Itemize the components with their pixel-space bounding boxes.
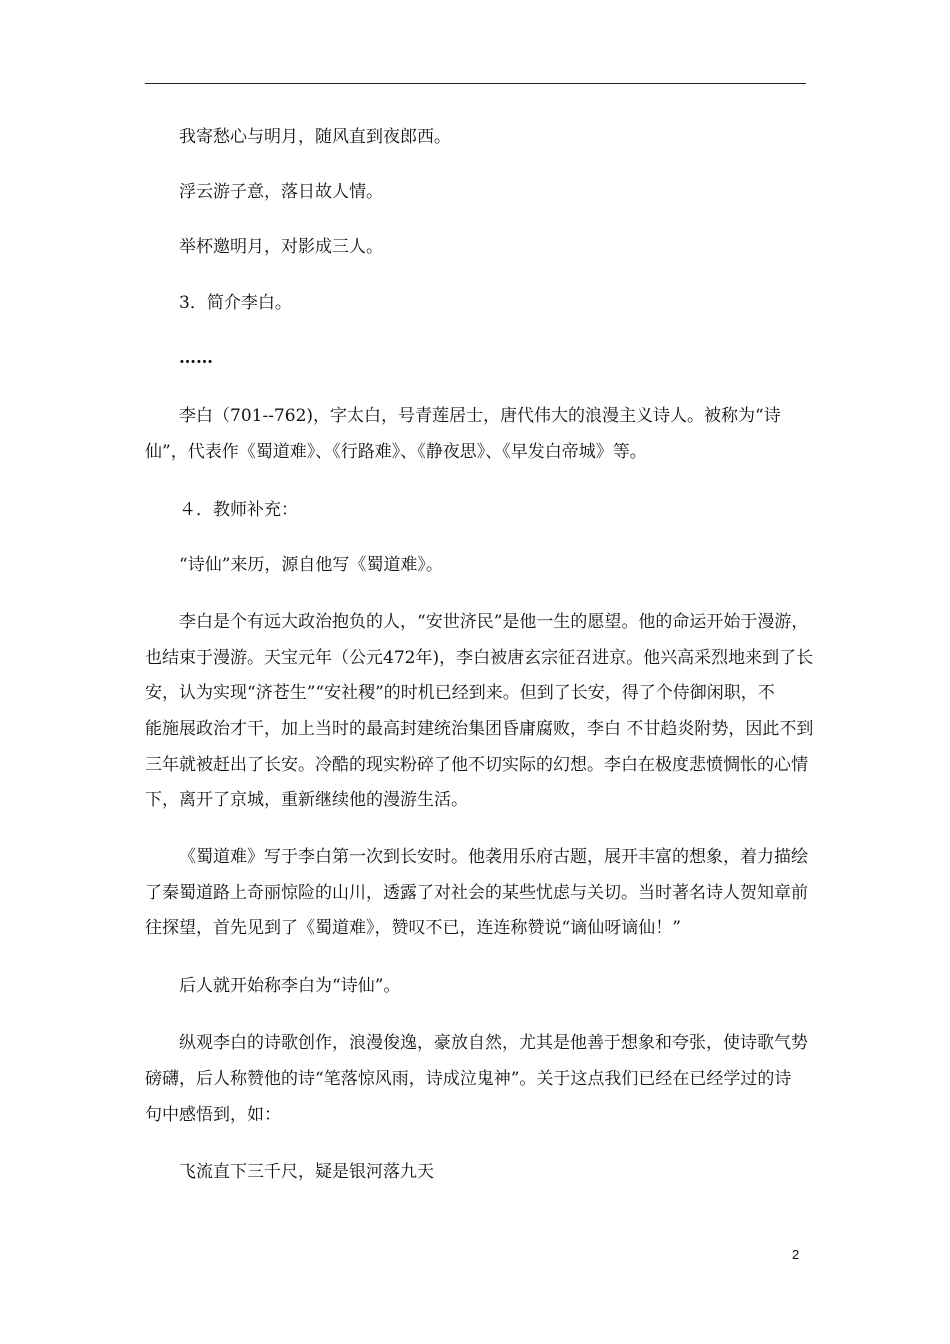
section-heading-3: 3．简介李白。 (179, 293, 292, 313)
poem-quote-line: 飞流直下三千尺，疑是银河落九天 (179, 1162, 434, 1182)
paragraph-line: 安，认为实现“济苍生”“安社稷”的时机已经到来。但到了长安，得了个侍御闲职，不 (145, 683, 775, 703)
paragraph-line: 下，离开了京城，重新继续他的漫游生活。 (145, 790, 468, 810)
paragraph-line: 句中感悟到，如： (145, 1105, 281, 1125)
paragraph-line: 往探望，首先见到了《蜀道难》，赞叹不已，连连称赞说“谪仙呀谪仙！” (145, 918, 681, 938)
paragraph-line: 能施展政治才干，加上当时的最高封建统治集团昏庸腐败，李白 不甘趋炎附势，因此不到 (145, 719, 814, 739)
paragraph-line: 三年就被赶出了长安。冷酷的现实粉碎了他不切实际的幻想。李白在极度悲愤惆怅的心情 (145, 755, 808, 775)
header-rule (145, 83, 806, 84)
paragraph-line: 李白是个有远大政治抱负的人，“安世济民”是他一生的愿望。他的命运开始于漫游， (179, 612, 809, 632)
paragraph-line: 仙”，代表作《蜀道难》、《行路难》、《静夜思》、《早发白帝城》等。 (145, 442, 647, 462)
poem-line-2: 浮云游子意，落日故人情。 (179, 182, 383, 202)
paragraph-line: 磅礴，后人称赞他的诗“笔落惊风雨，诗成泣鬼神”。关于这点我们已经在已经学过的诗 (145, 1069, 792, 1089)
paragraph-line: 《蜀道难》写于李白第一次到长安时。他袭用乐府古题，展开丰富的想象，着力描绘 (179, 847, 808, 867)
paragraph-line: 了秦蜀道路上奇丽惊险的山川，透露了对社会的某些忧虑与关切。当时著名诗人贺知章前 (145, 883, 808, 903)
paragraph-line: 也结束于漫游。天宝元年（公元472年)，李白被唐玄宗征召进京。他兴高采烈地来到了长 (145, 648, 814, 668)
poem-line-3: 举杯邀明月，对影成三人。 (179, 237, 383, 257)
paragraph-line: 李白（701--762)，字太白，号青莲居士，唐代伟大的浪漫主义诗人。被称为“诗 (179, 406, 781, 426)
paragraph-line: 纵观李白的诗歌创作，浪漫俊逸，豪放自然，尤其是他善于想象和夸张，使诗歌气势 (179, 1033, 808, 1053)
paragraph-line: 后人就开始称李白为“诗仙”。 (179, 976, 401, 996)
page-number: 2 (792, 1247, 800, 1262)
poem-line-1: 我寄愁心与明月，随风直到夜郎西。 (179, 127, 451, 147)
paragraph-line: “诗仙”来历，源自他写《蜀道难》。 (179, 555, 443, 575)
ellipsis: …… (179, 348, 213, 368)
section-heading-4: ４．教师补充： (179, 500, 298, 520)
